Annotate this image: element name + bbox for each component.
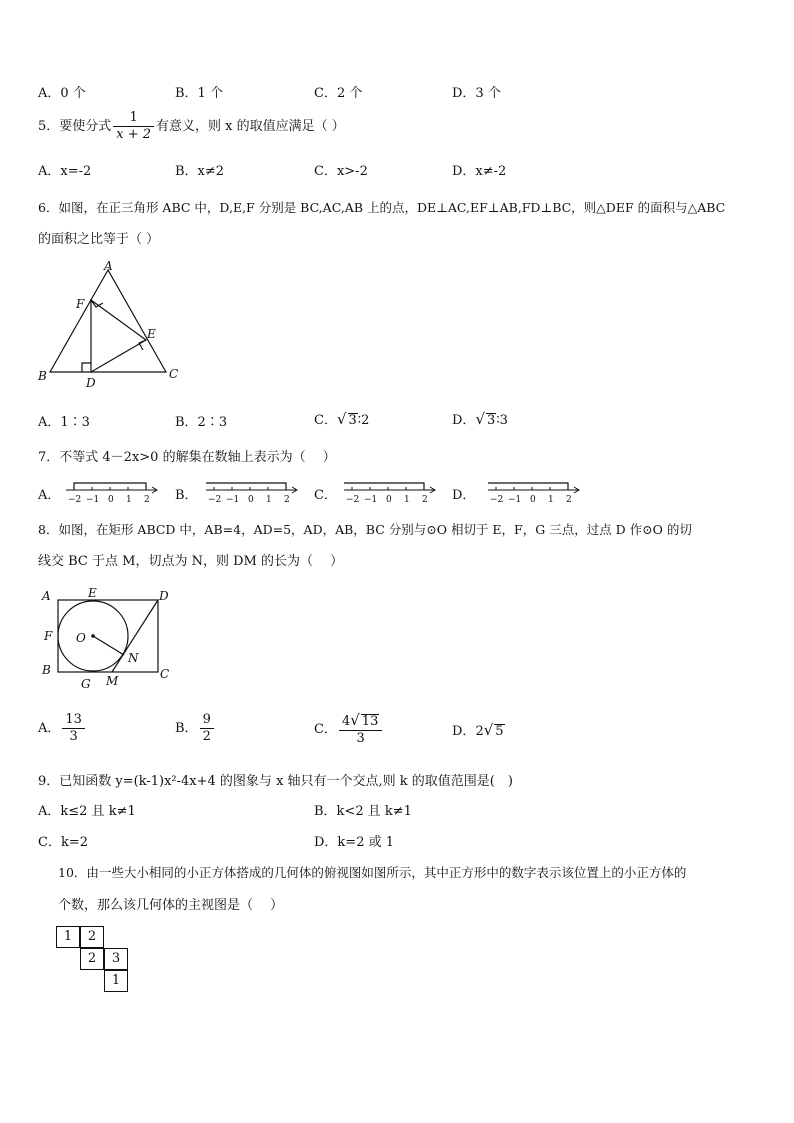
grid-cell: 3	[104, 948, 128, 970]
label-b: B	[42, 663, 51, 677]
svg-text:2: 2	[566, 495, 572, 505]
q7-ticks-c	[346, 495, 428, 505]
label-a: A	[42, 589, 51, 603]
svg-text:2: 2	[422, 495, 428, 505]
q6-option-d: D．√ 3∶3	[452, 410, 508, 428]
q8-option-c	[314, 712, 384, 747]
right-angle-d	[82, 363, 91, 372]
q7-number-line-c	[340, 476, 440, 506]
label-d: D	[159, 589, 169, 603]
rectangle-abcd	[58, 600, 158, 672]
q7-ticks-a	[68, 495, 150, 505]
q7-option-a-label: A．	[38, 488, 61, 503]
q8-option-d-label: D．	[452, 724, 476, 739]
label-e: E	[147, 327, 156, 341]
label-c: C	[169, 367, 179, 381]
triangle-abc	[50, 270, 166, 372]
q7-option-c-label: C．	[314, 488, 337, 503]
label-g: G	[81, 677, 91, 691]
q7-question: 7．不等式 4－2x>0 的解集在数轴上表示为（ ）	[38, 450, 336, 465]
label-e: E	[88, 586, 97, 600]
q6-question-line2: 的面积之比等于（ ）	[38, 232, 160, 247]
q8-option-d: D．2√ 5	[452, 721, 504, 739]
label-d: D	[86, 376, 96, 390]
radius-on	[93, 636, 124, 655]
q6-triangle-figure	[36, 260, 186, 390]
triangle-def	[91, 300, 146, 372]
q5-question	[38, 110, 345, 143]
q5-option-d: D．x≠-2	[452, 164, 507, 179]
svg-text:2: 2	[284, 495, 290, 505]
svg-text:−2: −2	[208, 495, 222, 505]
q9-option-b: B．k<2 且 k≠1	[314, 804, 412, 819]
svg-text:0: 0	[530, 495, 536, 505]
svg-text:1: 1	[404, 495, 410, 505]
svg-text:−1: −1	[364, 495, 378, 505]
right-angle-e	[139, 340, 146, 350]
q4-option-d: D．3 个	[452, 86, 501, 101]
q8-option-a-label: A．	[38, 721, 61, 736]
q7-number-line-d	[484, 476, 584, 506]
grid-cell: 1	[104, 970, 128, 992]
label-c: C	[160, 667, 170, 681]
grid-cell: 2	[80, 926, 104, 948]
label-a: A	[104, 260, 113, 273]
q5-frac-den: x + 2	[116, 127, 152, 142]
label-b: B	[38, 369, 47, 383]
q10-question-line2: 个数，那么该几何体的主视图是（ ）	[58, 898, 284, 913]
q6-option-b: B．2∶3	[175, 415, 228, 430]
q6-option-d-radicand: 3	[487, 413, 496, 428]
svg-text:−1: −1	[508, 495, 522, 505]
q5-text-before: 5．要使分式	[38, 119, 112, 134]
svg-text:−2: −2	[68, 495, 82, 505]
svg-text:−2: −2	[490, 495, 504, 505]
q8-option-c-frac: $\frac{4√ 13}{3}$	[339, 712, 382, 747]
q8-question-line1: 8．如图，在矩形 ABCD 中，AB=4，AD=5，AD，AB，BC 分别与⊙O 相切于 E，F，G 三点，过点 D 作⊙O 的切	[38, 522, 692, 537]
svg-text:−1: −1	[86, 495, 100, 505]
label-m: M	[106, 674, 119, 688]
svg-text:0: 0	[108, 495, 114, 505]
q8-option-c-label: C．	[314, 722, 337, 737]
q8-option-b	[175, 712, 216, 745]
q5-option-b: B．x≠2	[175, 164, 225, 179]
svg-text:0: 0	[386, 495, 392, 505]
svg-text:−2: −2	[346, 495, 360, 505]
q6-option-c-label: C．	[314, 413, 337, 428]
q8-option-a	[38, 712, 87, 745]
q7-option-b-label: B．	[175, 488, 198, 503]
grid-cell: 1	[56, 926, 80, 948]
q9-option-a: A．k≤2 且 k≠1	[38, 804, 136, 819]
label-o: O	[76, 631, 86, 645]
q9-option-c: C．k=2	[38, 835, 88, 850]
q5-option-a: A．x=-2	[38, 164, 92, 179]
q8-option-b-label: B．	[175, 721, 198, 736]
q6-option-c-radicand: 3	[348, 413, 357, 428]
q6-option-d-tail: ∶3	[496, 413, 508, 428]
svg-text:1: 1	[126, 495, 132, 505]
grid-cell: 2	[80, 948, 104, 970]
q9-option-d: D．k=2 或 1	[314, 835, 394, 850]
label-f: F	[76, 297, 85, 311]
label-n: N	[128, 651, 139, 665]
q6-option-a: A．1∶3	[38, 415, 90, 430]
center-o-point	[91, 634, 95, 638]
q6-question-line1: 6．如图，在正三角形 ABC 中，D,E,F 分别是 BC,AC,AB 上的点，DE⊥AC,EF⊥AB,FD⊥BC，则△DEF 的面积与△ABC	[38, 200, 726, 215]
q7-ticks-d	[490, 495, 572, 505]
q8-rectangle-figure	[38, 584, 178, 692]
q7-number-line-a	[62, 476, 162, 506]
q7-option-d-label: D．	[452, 488, 476, 503]
q10-question-line1: 10．由一些大小相同的小正方体搭成的几何体的俯视图如图所示，其中正方形中的数字表示该位置上的小正方体的	[58, 865, 687, 880]
svg-text:1: 1	[548, 495, 554, 505]
q6-option-d-label: D．	[452, 413, 476, 428]
q5-option-c: C．x>-2	[314, 164, 368, 179]
q4-option-a: A．0 个	[38, 86, 86, 101]
q5-text-after: 有意义，则 x 的取值应满足（ ）	[156, 119, 345, 134]
q6-option-c-tail: ∶2	[357, 413, 370, 428]
q8-option-b-frac: $\frac{9}{2}$	[200, 712, 214, 745]
q7-ticks-b	[208, 495, 290, 505]
q5-fraction	[113, 110, 154, 143]
q6-option-c: C．√ 3∶2	[314, 410, 370, 428]
svg-text:2: 2	[144, 495, 150, 505]
q8-option-a-frac: $\frac{13}{3}$	[62, 712, 85, 745]
q8-question-line2: 线交 BC 于点 M，切点为 N，则 DM 的长为（ ）	[38, 554, 344, 569]
q7-number-line-b	[202, 476, 302, 506]
label-f: F	[44, 629, 53, 643]
svg-text:−1: −1	[226, 495, 240, 505]
q4-option-b: B．1 个	[175, 86, 223, 101]
svg-text:0: 0	[248, 495, 254, 505]
q4-option-c: C．2 个	[314, 86, 363, 101]
svg-text:1: 1	[266, 495, 272, 505]
q9-question: 9．已知函数 y=(k-1)x²-4x+4 的图象与 x 轴只有一个交点,则 k 的取值范围是( )	[38, 774, 513, 789]
q5-frac-num: 1	[113, 110, 154, 127]
